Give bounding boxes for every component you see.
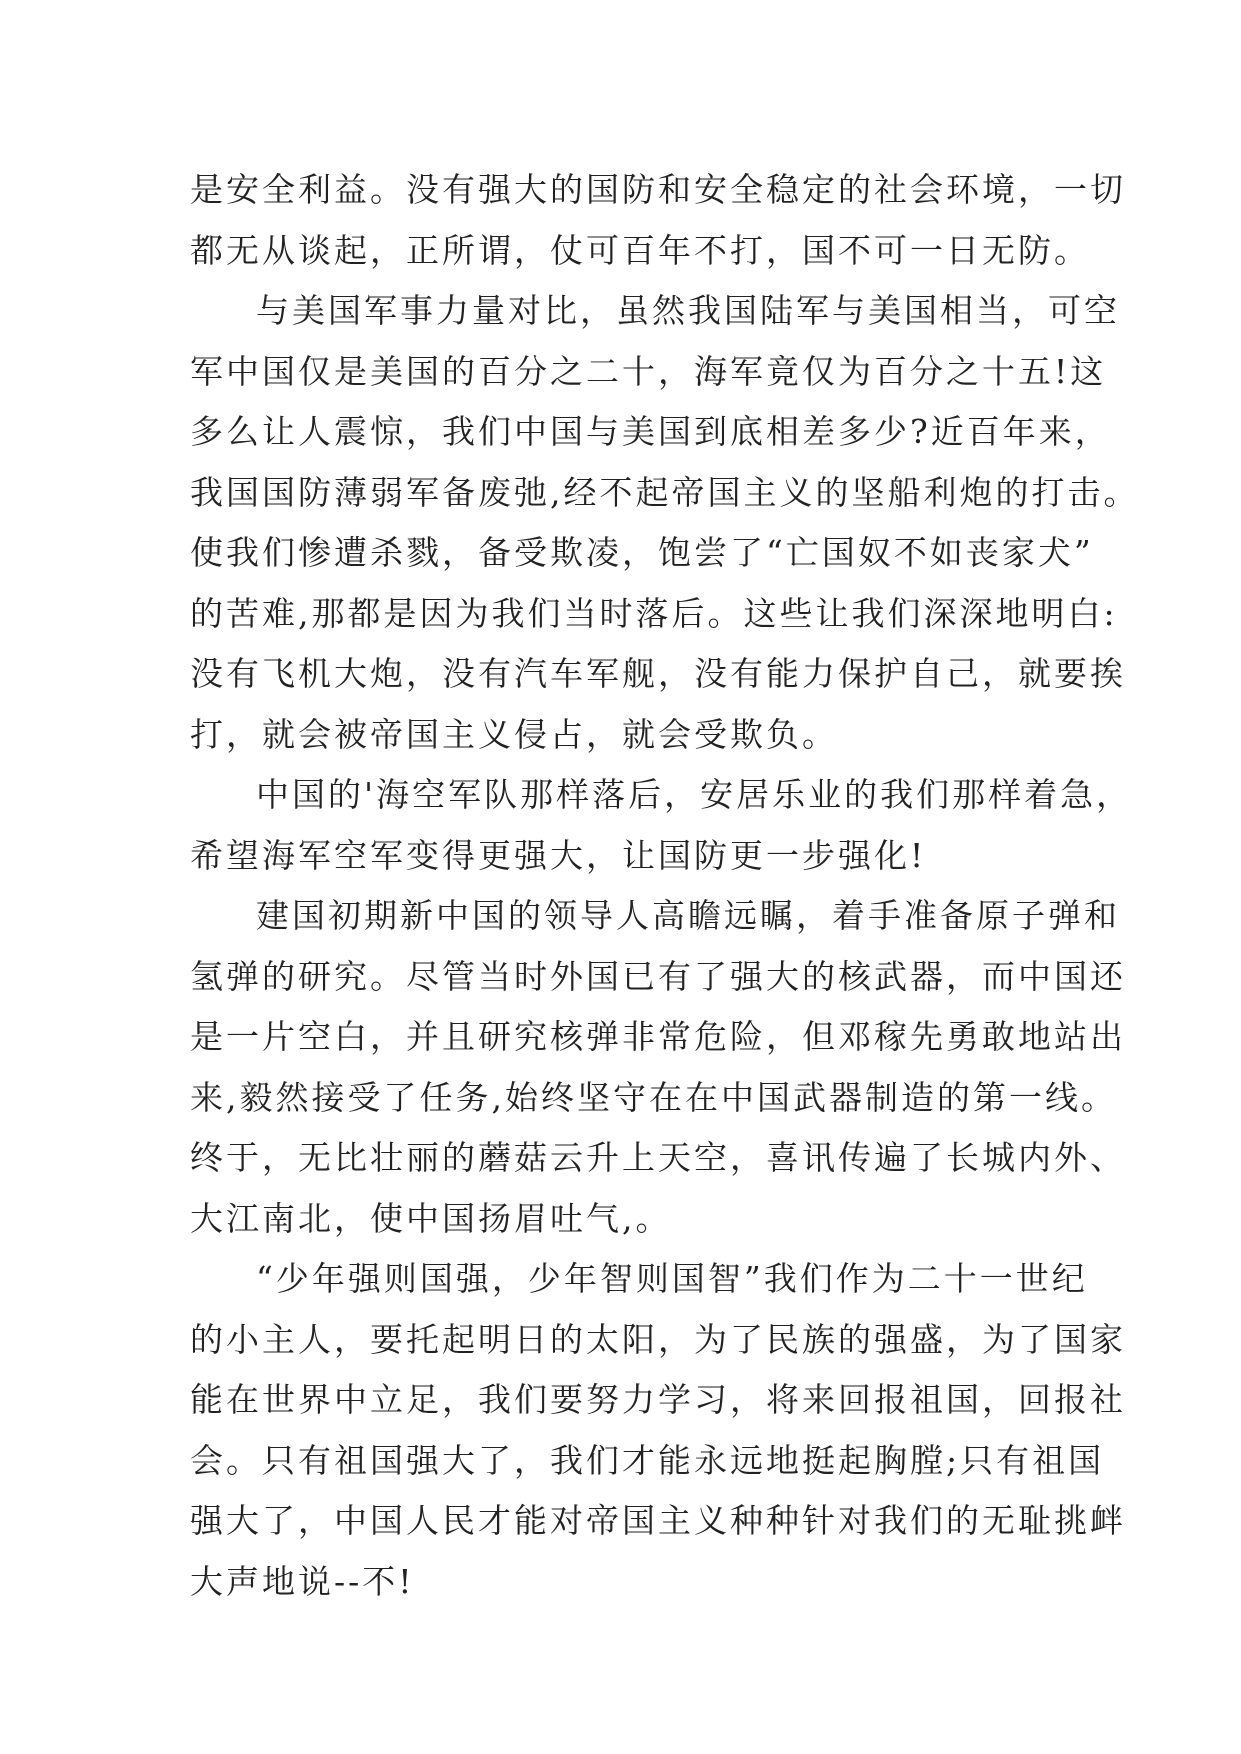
text-line: 我国国防薄弱军备废弛,经不起帝国主义的坚船利炮的打击。 [190,472,1140,512]
text-line: 是安全利益。没有强大的国防和安全稳定的社会环境，一切 [190,170,1126,209]
body-text [190,160,1140,1612]
text-line: 强大了，中国人民才能对帝国主义种种针对我们的无耻挑衅 [190,1501,1126,1540]
text-line: 会。只有祖国强大了，我们才能永远地挺起胸膛;只有祖国 [190,1440,1105,1480]
text-line: 多么让人震惊，我们中国与美国到底相差多少?近百年来， [190,412,1111,451]
text-line: 大江南北，使中国扬眉吐气,。 [190,1198,672,1238]
paragraph-start-line: 与美国军事力量对比，虽然我国陆军与美国相当，可空 [256,291,1120,330]
text-line: 是一片空白，并且研究核弹非常危险，但邓稼先勇敢地站出 [190,1017,1126,1056]
text-line: 的苦难,那都是因为我们当时落后。这些让我们深深地明白: [190,593,1118,633]
paragraph-start-line: 建国初期新中国的领导人高瞻远瞩，着手准备原子弹和 [256,896,1120,935]
text-line: 终于，无比壮丽的蘑菇云升上天空，喜讯传遍了长城内外、 [190,1138,1126,1177]
text-line: 使我们惨遭杀戮，备受欺凌，饱尝了“亡国奴不如丧家犬” [190,533,1094,572]
text-line: 打，就会被帝国主义侵占，就会受欺负。 [190,714,838,754]
text-line: 军中国仅是美国的百分之二十，海军竟仅为百分之十五!这 [190,351,1107,391]
text-line: 都无从谈起，正所谓，仗可百年不打，国不可一日无防。 [190,230,1090,270]
text-line: 来,毅然接受了任务,始终坚守在在中国武器制造的第一线。 [190,1077,1117,1117]
text-line: 希望海军空军变得更强大，让国防更一步强化! [190,835,927,875]
paragraph-start-line: “少年强则国强，少年智则国智”我们作为二十一世纪 [256,1259,1088,1298]
text-line: 大声地说--不! [190,1561,415,1601]
text-line: 氢弹的研究。尽管当时外国已有了强大的核武器，而中国还 [190,956,1126,996]
text-line: 的小主人，要托起明日的太阳，为了民族的强盛，为了国家 [190,1319,1126,1359]
text-line: 没有飞机大炮，没有汽车军舰，没有能力保护自己，就要挨 [190,654,1126,693]
paragraph-start-line: 中国的'海空军队那样落后，安居乐业的我们那样着急， [256,775,1133,814]
text-line: 能在世界中立足，我们要努力学习，将来回报祖国，回报社 [190,1380,1126,1419]
